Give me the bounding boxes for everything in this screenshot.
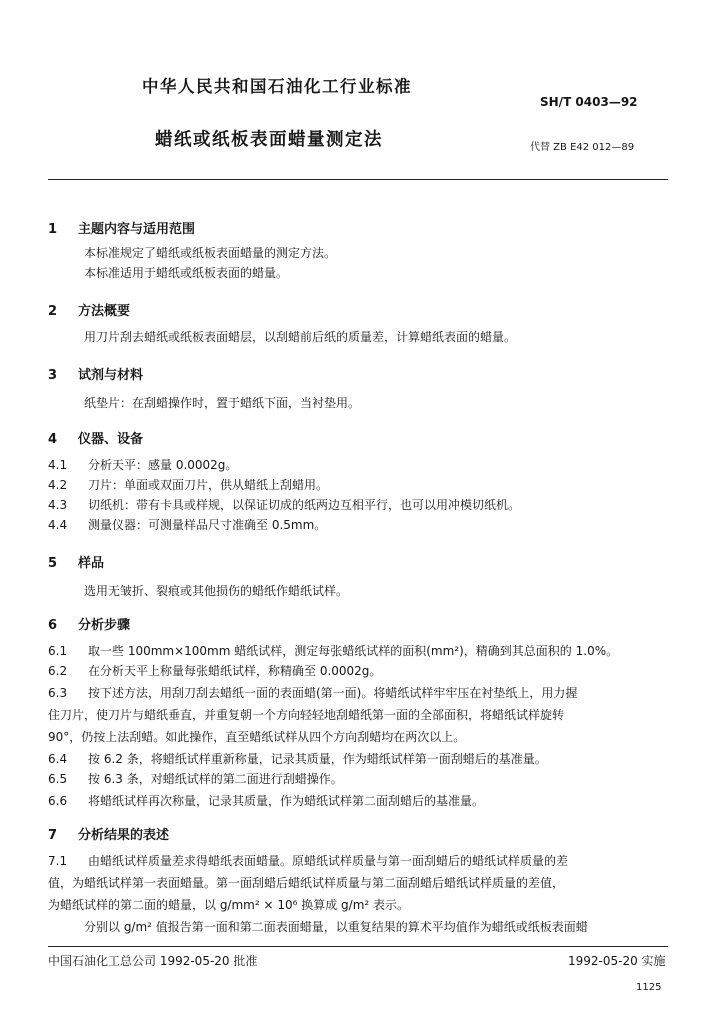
section-heading: 5 样品 — [48, 556, 105, 571]
paragraph: 本标准适用于蜡纸或纸板表面的蜡量。 — [84, 266, 289, 280]
approval-line: 中国石油化工总公司 1992-05-20 批准 — [48, 954, 258, 968]
clause: 4.3 切纸机：带有卡具或样规，以保证切成的纸两边互相平行，也可以用冲模切纸机。 — [48, 498, 521, 512]
clause-continuation: 值，为蜡纸试样第一表面蜡量。第一面刮蜡后蜡纸试样质量与第二面刮蜡后蜡纸试样质量的差值， — [48, 876, 565, 890]
clause: 4.1 分析天平：感量 0.0002g。 — [48, 458, 238, 472]
clause-continuation: 90°，仍按上法刮蜡。如此操作，直至蜡纸试样从四个方向刮蜡均在两次以上。 — [48, 730, 466, 744]
clause: 6.6 将蜡纸试样再次称量，记录其质量，作为蜡纸试样第二面刮蜡后的基准量。 — [48, 794, 485, 808]
standard-code: SH/T 0403—92 — [540, 95, 638, 109]
header-rule — [48, 179, 668, 180]
issuing-organization: 中华人民共和国石油化工行业标准 — [142, 77, 412, 96]
clause: 6.1 取一些 100mm×100mm 蜡纸试样，测定每张蜡纸试样的面积(mm²)，精确到其总面积的 1.0%。 — [48, 644, 619, 658]
paragraph: 本标准规定了蜡纸或纸板表面蜡量的测定方法。 — [84, 246, 337, 260]
paragraph: 选用无皱折、裂痕或其他损伤的蜡纸作蜡纸试样。 — [84, 584, 349, 598]
clause-continuation: 住刀片，使刀片与蜡纸垂直，并重复朝一个方向轻轻地刮蜡纸第一面的全部面积，将蜡纸试样旋转 — [48, 708, 565, 722]
section-heading: 7 分析结果的表述 — [48, 828, 170, 843]
effective-date: 1992-05-20 实施 — [568, 954, 666, 968]
clause: 7.1 由蜡纸试样质量差求得蜡纸表面蜡量。原蜡纸试样质量与第一面刮蜡后的蜡纸试样质量的差 — [48, 854, 569, 868]
clause: 4.2 刀片：单面或双面刀片，供从蜡纸上刮蜡用。 — [48, 478, 329, 492]
paragraph: 用刀片刮去蜡纸或纸板表面蜡层，以刮蜡前后纸的质量差，计算蜡纸表面的蜡量。 — [84, 330, 517, 344]
clause-continuation: 为蜡纸试样的第二面的蜡量，以 g/mm² × 10⁶ 换算成 g/m² 表示。 — [48, 898, 410, 912]
section-heading: 1 主题内容与适用范围 — [48, 222, 196, 237]
replaces-standard: 代替 ZB E42 012—89 — [530, 142, 635, 153]
clause: 6.2 在分析天平上称量每张蜡纸试样，称精确至 0.0002g。 — [48, 664, 382, 678]
section-heading: 3 试剂与材料 — [48, 368, 144, 383]
clause: 6.3 按下述方法，用刮刀刮去蜡纸一面的表面蜡(第一面)。将蜡纸试样牢牢压在衬垫纸上，用力握 — [48, 686, 578, 700]
document-title: 蜡纸或纸板表面蜡量测定法 — [155, 130, 383, 150]
page-number: 1125 — [636, 982, 662, 993]
section-heading: 2 方法概要 — [48, 304, 131, 319]
section-heading: 4 仪器、设备 — [48, 432, 144, 447]
clause: 6.4 按 6.2 条，将蜡纸试样重新称量，记录其质量，作为蜡纸试样第一面刮蜡后的基准量。 — [48, 752, 547, 766]
clause: 6.5 按 6.3 条，对蜡纸试样的第二面进行刮蜡操作。 — [48, 772, 343, 786]
footer-rule — [48, 946, 668, 947]
clause: 4.4 测量仪器：可测量样品尺寸准确至 0.5mm。 — [48, 518, 327, 532]
paragraph: 纸垫片：在刮蜡操作时，置于蜡纸下面，当衬垫用。 — [84, 396, 361, 410]
section-heading: 6 分析步骤 — [48, 618, 131, 633]
paragraph: 分别以 g/m² 值报告第一面和第二面表面蜡量，以重复结果的算术平均值作为蜡纸或纸板表面蜡 — [84, 920, 588, 934]
